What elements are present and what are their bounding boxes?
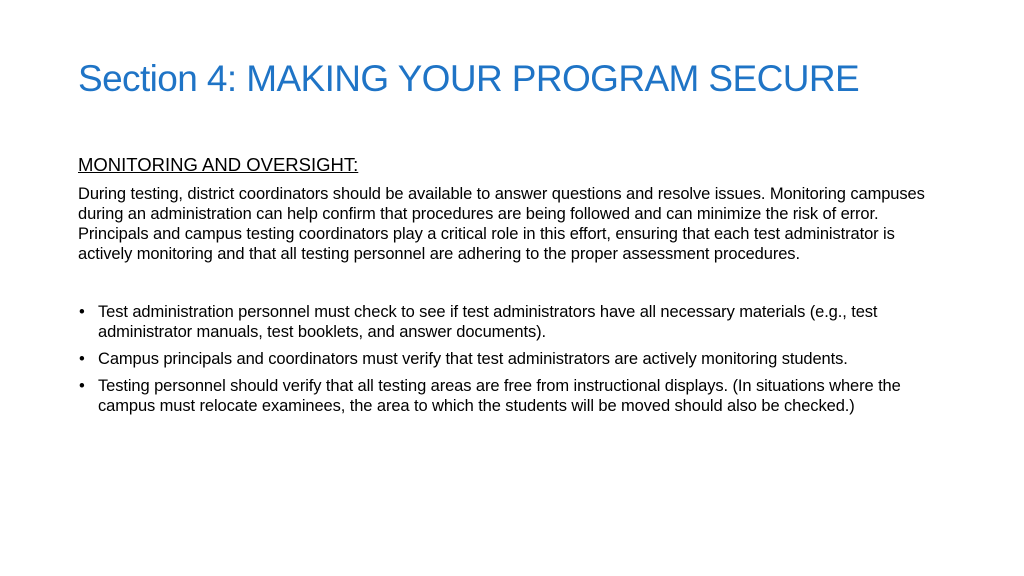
intro-paragraph: During testing, district coordinators should be available to answer questions and resolve issues. Monitoring campuses during an administration can help confirm that procedures are being followed and can minimize the risk of error. Principals and campus testing coordinators play a critical role in this effort, ensuring that each test administrator is actively monitoring and that all testing personnel are adhering to the proper assessment procedures. [78,185,925,264]
slide-content [78,154,948,423]
bullet-item [78,302,948,342]
bullet-text: Testing personnel should verify that all testing areas are free from instructional displays. (In situations where the campus must relocate examinees, the area to which the students will be moved should also be checked.) [98,377,901,416]
bullet-text: Campus principals and coordinators must verify that test administrators are actively monitoring students. [98,350,848,369]
bullet-icon: • [79,303,85,322]
bullet-item [78,376,948,416]
bullet-icon: • [79,350,85,369]
slide-title: Section 4: MAKING YOUR PROGRAM SECURE [78,58,860,99]
bullet-item [78,349,948,369]
bullet-text: Test administration personnel must check to see if test administrators have all necessary materials (e.g., test administrator manuals, test booklets, and answer documents). [98,303,878,342]
section-heading: MONITORING AND OVERSIGHT: [78,154,359,175]
bullet-icon: • [79,377,85,396]
bullet-list [78,302,948,416]
